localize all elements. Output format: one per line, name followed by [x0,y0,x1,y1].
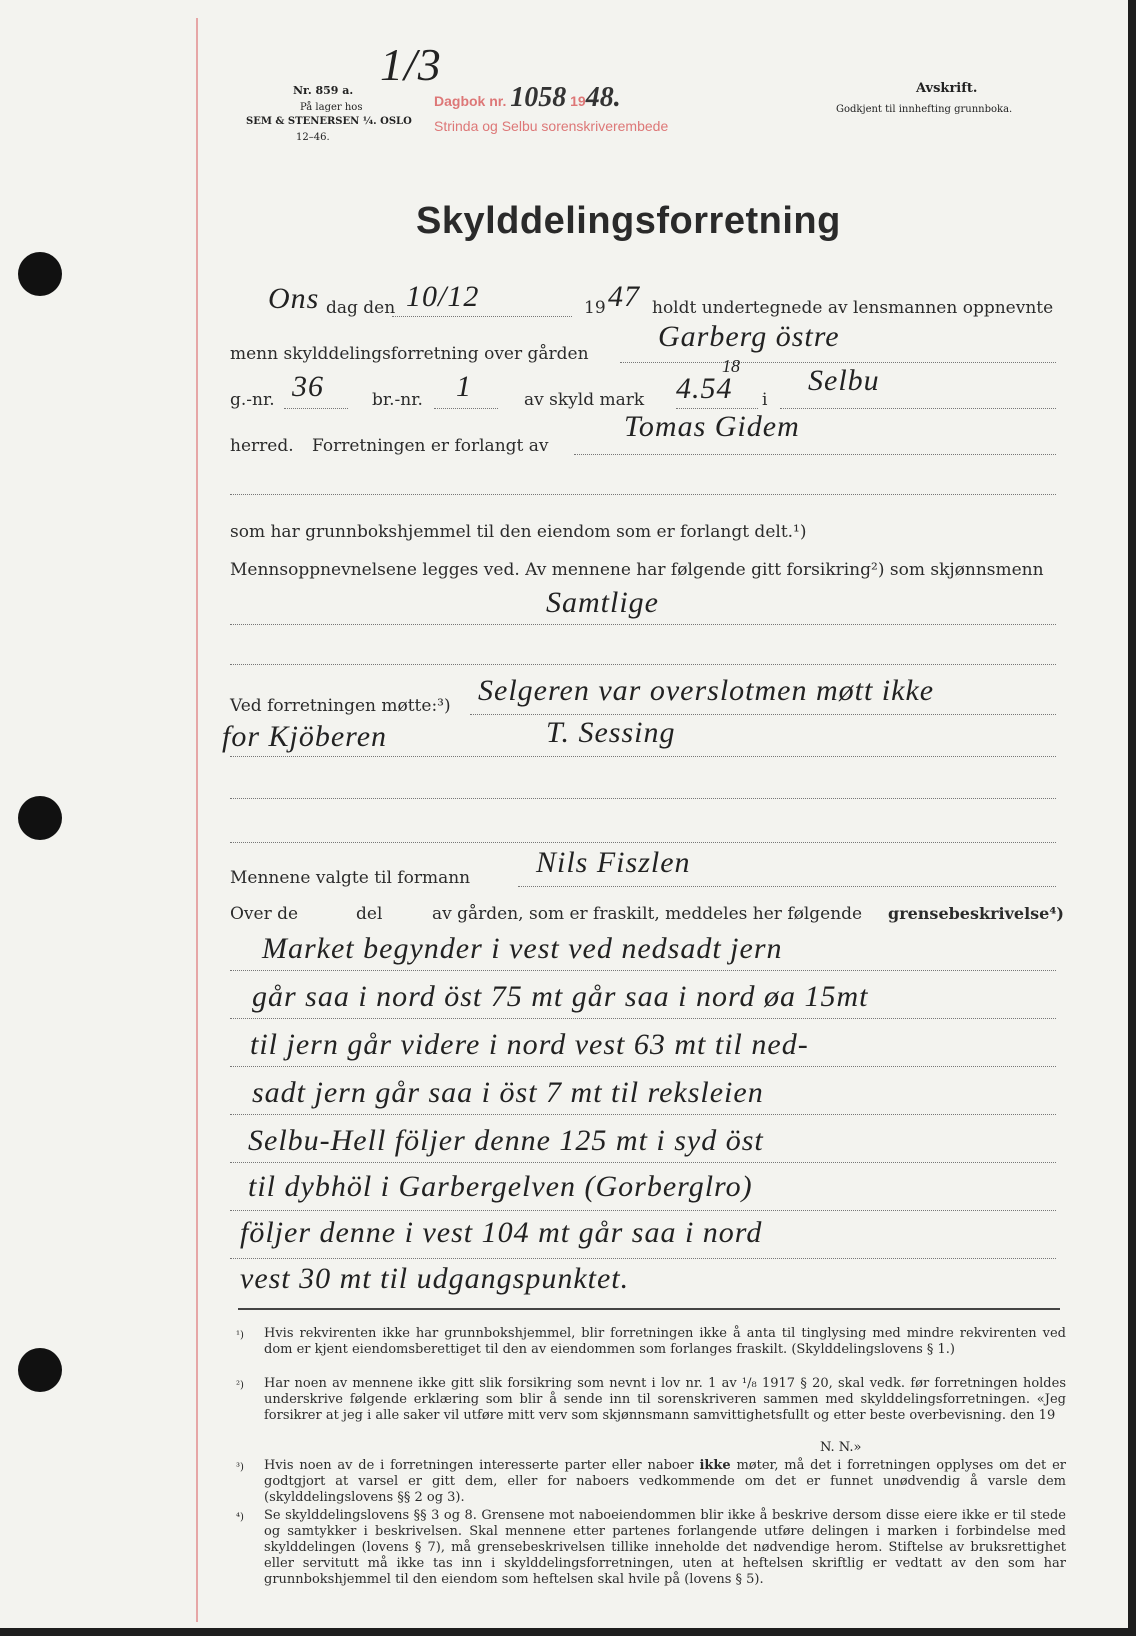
publisher-name: SEM & STENERSEN ¼. OSLO [246,116,412,127]
day-hand: Ons [268,282,320,315]
court-stamp: Strinda og Selbu sorenskriverembede [434,118,669,134]
year-hand: 47 [608,280,640,313]
mote-line [230,756,1056,757]
skyld-sup: 18 [722,356,740,376]
herred-hand: Selbu [808,364,880,397]
footnote-3-bold: ikke [699,1458,731,1473]
text-mennsopp: Mennsoppnevnelsene legges ved. Av mennene har følgende gitt forsikring²) som skjønnsmenn [230,560,1044,580]
i-label: i [762,390,768,410]
farm-hand: Garberg östre [658,320,840,353]
boundary-line: vest 30 mt til udgangspunktet. [240,1262,630,1295]
punch-hole [18,252,62,296]
blank-line [230,494,1056,495]
boundary-line: til dybhöl i Garbergelven (Gorberglro) [248,1170,753,1203]
footnote-number: ¹) [236,1330,244,1341]
gnr-line [284,408,348,409]
footnote-number: ³) [236,1462,244,1473]
skyld-line [676,408,758,409]
mote-hand-1: Selgeren var overslotmen møtt ikke [478,674,935,707]
footnote-number: ²) [236,1380,244,1391]
boundary-line: Selbu-Hell följer denne 125 mt i syd öst [248,1124,764,1157]
blank-line [230,798,1056,799]
requested-label: Forretningen er forlangt av [312,436,549,456]
forsikring-line [230,624,1056,625]
stamp-label: Dagbok nr. [434,93,507,109]
requested-line [574,454,1056,455]
del-label: del [356,904,383,924]
skyld-label: av skyld mark [524,390,645,410]
punch-hole [18,796,62,840]
herred-label: herred. [230,436,294,456]
bnr-hand: 1 [456,370,472,403]
boundary-line: til jern går videre i nord vest 63 mt til ned- [250,1028,809,1061]
footnote-1: Hvis rekvirenten ikke har grunnbokshjemmel, blir forretningen ikke å anta til tinglysing med mindre rekvirenten ved dom er kjent eiendomsberettiget til den av eiendommen som forlanges fraskilt. (Skylddelingslovens § 1.) [264,1326,1066,1357]
approval-note: Godkjent til innhefting grunnboka. [836,104,1013,115]
bnr-label: br.-nr. [372,390,423,410]
journal-number: 1058 [510,82,567,113]
boundary-rule [230,970,1056,971]
publisher-date: 12–46. [296,132,330,143]
footnote-2-sign: N. N.» [820,1440,862,1455]
scan-edge [0,1628,1136,1636]
publisher-line: På lager hos [300,102,363,113]
formann-hand: Nils Fiszlen [536,846,691,879]
day-print: dag den [326,298,396,318]
blank-line [230,842,1056,843]
blank-line [230,664,1056,665]
formann-label: Mennene valgte til formann [230,868,471,888]
forsikring-hand: Samtlige [546,586,659,619]
gnr-label: g.-nr. [230,390,275,410]
year-print: 19 [584,298,606,318]
text-holdt: holdt undertegnede av lensmannen oppnevnte [652,298,1054,318]
margin-line [196,18,198,1622]
mote-hand-3: T. Sessing [546,716,676,749]
boundary-rule [230,1114,1056,1115]
footnote-4: Se skylddelingslovens §§ 3 og 8. Grensene mot naboeiendommen blir ikke å beskrive dersom disse eiere ikke er til stede og samtykker i beskrivelsen. Skal mennene etter partenes forlangende utføre delingen i marken i forbindelse med skylddelingen (lovens § 7), må grensebeskrivelsen tillike inneholde det nødvendige herom. Stiftelse av bruksrettighet eller servitutt må ikke tas inn i skylddelingsforretningen, uten at heftelsen skriftlig er vedtatt av den som har grunnbokshjemmel til den eiendom som heftelsen skal hvile på (lovens § 5). [264,1508,1066,1587]
over-de: Over de [230,904,299,924]
farm-line [620,362,1056,363]
footnote-number: ⁴) [236,1512,244,1523]
footnote-2: Har noen av mennene ikke gitt slik forsikring som nevnt i lov nr. 1 av ¹/₈ 1917 § 20, skal vedk. før forretningen holdes underskrive følgende erklæring som blir å sende inn til sorenskriveren sammen med skylddelingsforretningen. «Jeg forsikrer at jeg i alle saker vil utføre mitt verv som skjønnsmann samvittighetsfullt og etter beste overbevisning. den 19 [264,1376,1066,1423]
text-menn: menn skylddelingsforretning over gården [230,344,589,364]
gnr-hand: 36 [292,370,324,403]
boundary-rule [230,1066,1056,1067]
herred-line [780,408,1056,409]
journal-year: 48. [585,82,621,113]
footnote-3-text: Hvis noen av de i forretningen interesserte parter eller naboer [264,1458,700,1473]
bnr-line [434,408,498,409]
grense-label: grensebeskrivelse⁴) [888,904,1064,923]
boundary-rule [230,1018,1056,1019]
formann-line [518,886,1056,887]
date-line [392,316,572,317]
requested-hand: Tomas Gidem [624,410,800,443]
boundary-rule [230,1162,1056,1163]
page-title: Skylddelingsforretning [416,200,841,242]
journal-stamp [434,82,621,114]
date-hand: 10/12 [406,280,480,313]
stamp-year-prefix: 19 [570,93,586,109]
text-grunnbok: som har grunnbokshjemmel til den eiendom som er forlangt delt.¹) [230,522,807,542]
punch-hole [18,1348,62,1392]
mote-line [470,714,1056,715]
boundary-line: sadt jern går saa i öst 7 mt til reksleien [252,1076,764,1109]
footnote-3 [264,1458,1066,1506]
boundary-rule [230,1258,1056,1259]
mote-hand-2: for Kjöberen [222,720,388,753]
skyld-hand: 4.54 [676,372,733,405]
form-number: Nr. 859 a. [293,84,354,97]
boundary-rule [230,1210,1056,1211]
boundary-line: Market begynder i vest ved nedsadt jern [262,932,783,965]
copy-label: Avskrift. [916,81,978,96]
boundary-line: följer denne i vest 104 mt går saa i nord [240,1216,763,1249]
mote-label: Ved forretningen møtte:³) [230,696,451,716]
av-garden: av gården, som er fraskilt, meddeles her følgende [432,904,863,924]
scan-edge [1128,0,1136,1636]
handwritten-mark: 1/3 [380,39,442,90]
footnote-3-text: møter, må det i forretningen opplyses om det er godtgjort at varsel er gitt dem, eller for naboers vedkommende om det er funnet unødvendig å varsle dem (skylddelingslovens §§ 2 og 3). [264,1458,1066,1505]
footnote-rule [238,1308,1060,1310]
boundary-line: går saa i nord öst 75 mt går saa i nord øa 15mt [252,980,869,1013]
